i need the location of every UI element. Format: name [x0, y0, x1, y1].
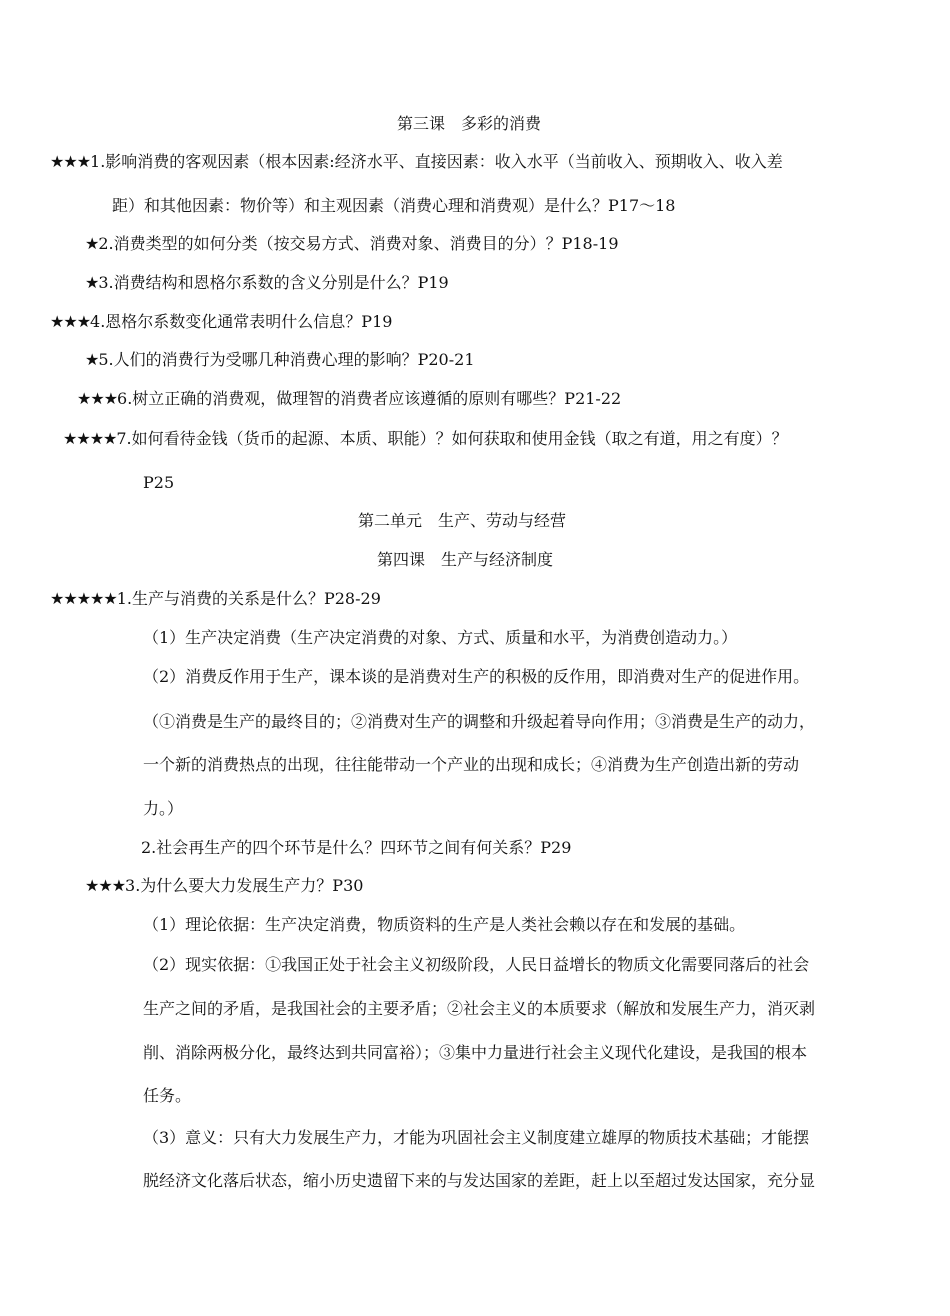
question-text: 1.生产与消费的关系是什么？P28-29: [116, 589, 381, 608]
star-rating: ★: [85, 234, 99, 253]
lesson4-q3-answer-1: （1）理论依据：生产决定消费，物质资料的生产是人类社会赖以存在和发展的基础。: [143, 915, 746, 934]
lesson4-q3-answer-2-line1: （2）现实依据：①我国正处于社会主义初级阶段，人民日益增长的物质文化需要同落后的社会: [143, 955, 810, 974]
lesson4-q1-answer-1: （1）生产决定消费（生产决定消费的对象、方式、质量和水平，为消费创造动力。）: [143, 628, 738, 647]
lesson4-q3-answer-3-line1: （3）意义：只有大力发展生产力，才能为巩固社会主义制度建立雄厚的物质技术基础；才能摆: [143, 1128, 810, 1147]
star-rating: ★★★★★: [50, 589, 117, 608]
lesson3-q3: [85, 273, 449, 293]
question-text: 3.为什么要大力发展生产力？P30: [125, 876, 364, 895]
lesson4-title: 第四课 生产与经济制度: [377, 550, 554, 569]
question-text: 4.恩格尔系数变化通常表明什么信息？P19: [90, 312, 393, 331]
lesson3-q6: [77, 389, 621, 409]
lesson3-title: 第三课 多彩的消费: [397, 114, 542, 133]
lesson3-q7-line1: [63, 429, 788, 449]
star-rating: ★: [85, 273, 99, 292]
lesson3-q2: [85, 234, 619, 254]
question-text: 3.消费结构和恩格尔系数的含义分别是什么？P19: [98, 273, 449, 292]
star-rating: ★★★: [50, 312, 91, 331]
question-text: 2.消费类型的如何分类（按交易方式、消费对象、消费目的分）？P18-19: [98, 234, 619, 253]
star-rating: ★★★: [77, 389, 118, 408]
question-text: 7.如何看待金钱（货币的起源、本质、职能）？如何获取和使用金钱（取之有道，用之有度）？: [116, 429, 788, 448]
lesson4-q1-answer-2: （2）消费反作用于生产，课本谈的是消费对生产的积极的反作用，即消费对生产的促进作用。: [143, 667, 810, 686]
unit2-title: 第二单元 生产、劳动与经营: [358, 511, 567, 530]
lesson4-q1-answer-3-line2: 一个新的消费热点的出现，往往能带动一个产业的出现和成长；④消费为生产创造出新的劳动: [143, 755, 800, 774]
lesson3-q4: [50, 312, 392, 332]
lesson3-q1-line2: 距）和其他因素：物价等）和主观因素（消费心理和消费观）是什么？P17～18: [112, 196, 676, 215]
lesson3-q1-line1: [50, 152, 783, 172]
star-rating: ★: [85, 350, 99, 369]
lesson4-q3-answer-2-line3: 削、消除两极分化，最终达到共同富裕）；③集中力量进行社会主义现代化建设，是我国的根本: [143, 1043, 808, 1062]
lesson4-q3: [85, 876, 363, 896]
lesson4-q3-answer-2-line4: 任务。: [143, 1086, 192, 1105]
question-text: 1.影响消费的客观因素（根本因素:经济水平、直接因素：收入水平（当前收入、预期收入、收入差: [90, 152, 783, 171]
lesson4-q1-answer-3-line3: 力。）: [143, 799, 184, 818]
star-rating: ★★★★: [63, 429, 117, 448]
question-text: 6.树立正确的消费观，做理智的消费者应该遵循的原则有哪些？P21-22: [117, 389, 622, 408]
star-rating: ★★★: [85, 876, 126, 895]
lesson3-q7-line2: P25: [143, 473, 175, 492]
lesson4-q3-answer-3-line2: 脱经济文化落后状态，缩小历史遗留下来的与发达国家的差距，赶上以至超过发达国家，充分显: [143, 1171, 816, 1190]
star-rating: ★★★: [50, 152, 91, 171]
lesson4-q1-answer-3-line1: （①消费是生产的最终目的；②消费对生产的调整和升级起着导向作用；③消费是生产的动力，: [143, 712, 816, 731]
lesson3-q5: [85, 350, 475, 370]
lesson4-q2: 2.社会再生产的四个环节是什么？四环节之间有何关系？P29: [141, 838, 572, 857]
lesson4-q3-answer-2-line2: 生产之间的矛盾，是我国社会的主要矛盾；②社会主义的本质要求（解放和发展生产力，消灭剥: [143, 999, 816, 1018]
lesson4-q1: [50, 589, 381, 609]
question-text: 5.人们的消费行为受哪几种消费心理的影响？P20-21: [98, 350, 475, 369]
